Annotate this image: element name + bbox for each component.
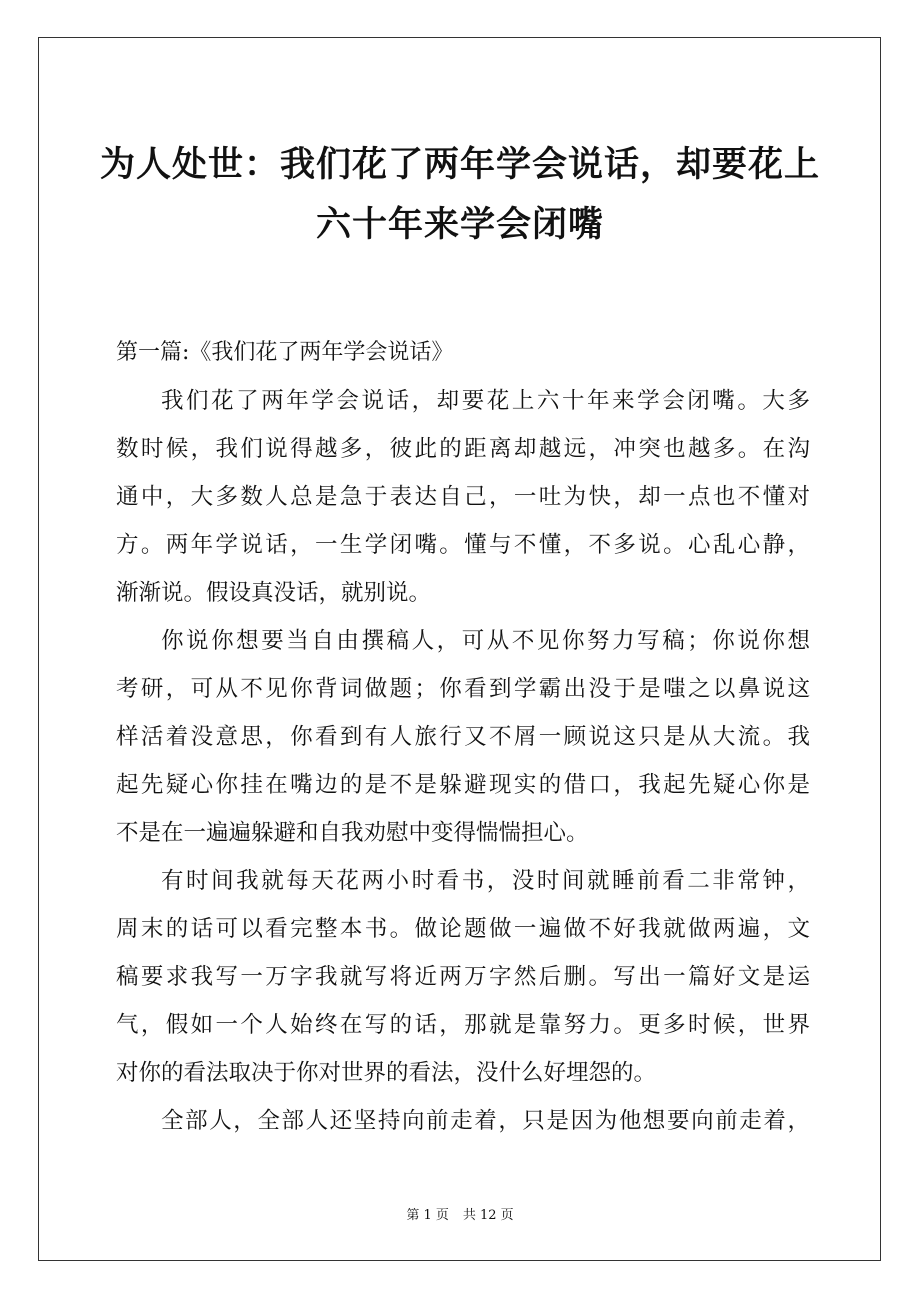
document-title-line-1: 为人处世：我们花了两年学会说话，却要花上 (99, 144, 820, 185)
section-heading: 第一篇:《我们花了两年学会说话》 (116, 340, 454, 365)
paragraph-2-line-1: 你说你想要当自由撰稿人，可从不见你努力写稿；你说你想 (161, 628, 810, 654)
paragraph-1-line-3: 通中，大多数人总是急于表达自己，一吐为快，却一点也不懂对 (116, 484, 810, 510)
paragraph-2-line-5: 不是在一遍遍躲避和自我劝慰中变得惴惴担心。 (116, 820, 589, 846)
paragraph-3-line-2: 周末的话可以看完整本书。做论题做一遍做不好我就做两遍，文 (116, 916, 810, 942)
paragraph-2-line-3: 样活着没意思，你看到有人旅行又不屑一顾说这只是从大流。我 (116, 724, 810, 750)
page-number: 第 1 页 (406, 1208, 449, 1223)
page-total: 共 12 页 (462, 1208, 514, 1223)
paragraph-3-line-4: 气，假如一个人始终在写的话，那就是靠努力。更多时候，世界 (116, 1012, 810, 1038)
paragraph-2-line-4: 起先疑心你挂在嘴边的是不是躲避现实的借口，我起先疑心你是 (116, 772, 810, 798)
paragraph-1-line-1: 我们花了两年学会说话，却要花上六十年来学会闭嘴。大多 (161, 388, 810, 414)
paragraph-3-line-1: 有时间我就每天花两小时看书，没时间就睡前看二非常钟， (161, 868, 810, 894)
paragraph-4-line-1: 全部人，全部人还坚持向前走着，只是因为他想要向前走着， (161, 1108, 810, 1134)
paragraph-3-line-5: 对你的看法取决于你对世界的看法，没什么好埋怨的。 (116, 1060, 657, 1086)
paragraph-2-line-2: 考研，可从不见你背词做题；你看到学霸出没于是嗤之以鼻说这 (116, 676, 810, 702)
document-title-line-2: 六十年来学会闭嘴 (315, 204, 604, 245)
paragraph-1-line-5: 渐渐说。假设真没话，就别说。 (116, 580, 432, 606)
paragraph-1-line-4: 方。两年学说话，一生学闭嘴。懂与不懂，不多说。心乱心静， (116, 532, 810, 558)
page-footer (0, 1207, 920, 1225)
paragraph-1-line-2: 数时候，我们说得越多，彼此的距离却越远，冲突也越多。在沟 (116, 436, 810, 462)
paragraph-3-line-3: 稿要求我写一万字我就写将近两万字然后删。写出一篇好文是运 (116, 964, 810, 990)
